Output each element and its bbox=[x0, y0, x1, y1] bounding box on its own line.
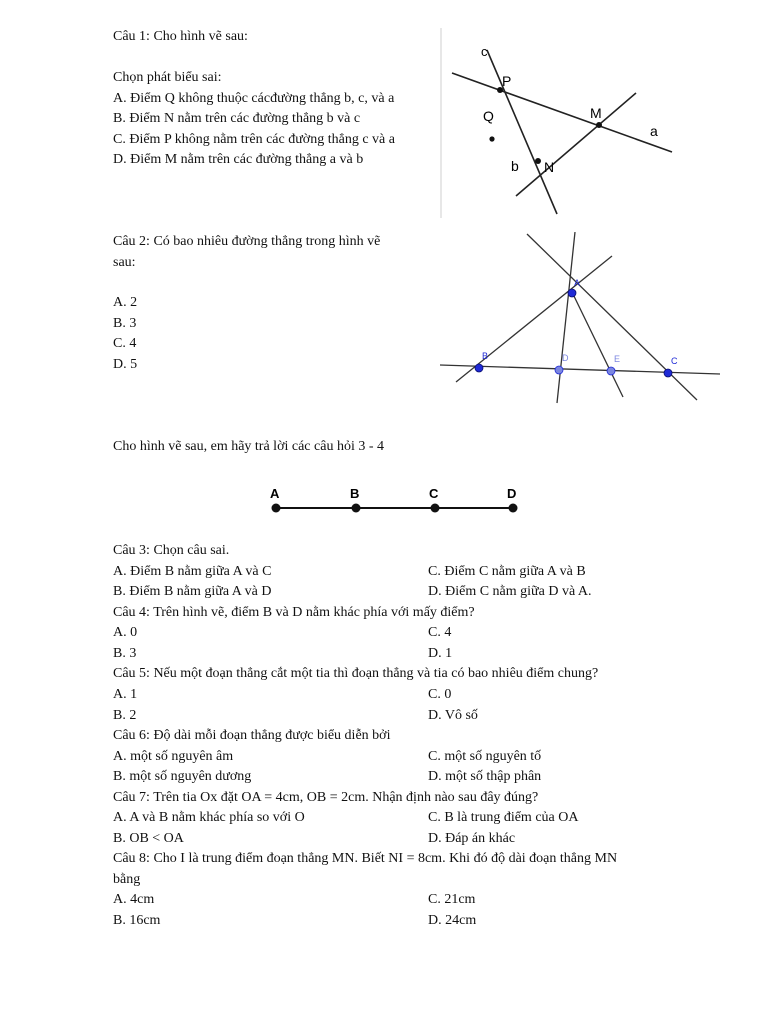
seg-point-b bbox=[352, 504, 361, 513]
q7-option-c: C. B là trung điểm của OA bbox=[428, 810, 579, 825]
line-ae bbox=[572, 292, 623, 397]
q8-title-line1: Câu 8: Cho I là trung điểm đoạn thẳng MN. Biết NI = 8cm. Khi đó độ dài đoạn thẳng MN bbox=[113, 851, 618, 866]
label-c: c bbox=[481, 44, 488, 59]
q7-option-b: B. OB < OA bbox=[113, 831, 184, 846]
seg-label-b: B bbox=[350, 486, 360, 501]
point-n bbox=[535, 158, 541, 164]
q2-figure bbox=[440, 232, 720, 412]
q1-option-c: C. Điểm P không nằm trên các đường thẳng c và a bbox=[113, 132, 395, 147]
seg-point-a bbox=[272, 504, 281, 513]
seg-label-a: A bbox=[270, 486, 280, 501]
q7-option-a: A. A và B nằm khác phía so với O bbox=[113, 810, 305, 825]
q3-option-c: C. Điểm C nằm giữa A và B bbox=[428, 564, 586, 579]
q3-option-a: A. Điểm B nằm giữa A và C bbox=[113, 564, 272, 579]
q4-option-a: A. 0 bbox=[113, 625, 138, 640]
q5-option-a: A. 1 bbox=[113, 687, 138, 702]
q4-option-d: D. 1 bbox=[428, 646, 453, 661]
q4-option-c: C. 4 bbox=[428, 625, 452, 640]
point-b bbox=[475, 364, 483, 372]
line-ad bbox=[557, 232, 575, 403]
intro-3-4: Cho hình vẽ sau, em hãy trả lời các câu hỏi 3 - 4 bbox=[113, 439, 384, 454]
q4-option-b: B. 3 bbox=[113, 646, 137, 661]
seg-label-d: D bbox=[507, 486, 517, 501]
line-c bbox=[487, 50, 557, 214]
q7-option-d: D. Đáp án khác bbox=[428, 831, 516, 846]
label-a: a bbox=[650, 123, 658, 139]
point-e bbox=[607, 367, 615, 375]
q1-prompt: Chọn phát biểu sai: bbox=[113, 70, 222, 85]
q5-option-c: C. 0 bbox=[428, 687, 452, 702]
label-e: E bbox=[614, 354, 621, 364]
point-a bbox=[568, 289, 576, 297]
q5-title: Câu 5: Nếu một đoạn thẳng cắt một tia thì đoạn thẳng và tia có bao nhiêu điểm chung? bbox=[113, 666, 599, 681]
q6-option-d: D. một số thập phân bbox=[428, 769, 542, 784]
label-b: b bbox=[511, 158, 519, 174]
q6-option-a: A. một số nguyên âm bbox=[113, 749, 234, 764]
label-m: M bbox=[590, 105, 602, 121]
q1-option-a: A. Điểm Q không thuộc cácđường thẳng b, c, và a bbox=[113, 91, 395, 106]
q3-title: Câu 3: Chọn câu sai. bbox=[113, 543, 230, 558]
label-p: P bbox=[502, 73, 512, 89]
label-b: B bbox=[482, 351, 489, 361]
q2-title-line2: sau: bbox=[113, 255, 136, 270]
point-m bbox=[596, 122, 602, 128]
q6-title: Câu 6: Độ dài mỗi đoạn thẳng được biểu diễn bởi bbox=[113, 728, 391, 743]
q2-title-line1: Câu 2: Có bao nhiêu đường thẳng trong hình vẽ bbox=[113, 234, 381, 249]
seg-point-c bbox=[431, 504, 440, 513]
q2-option-d: D. 5 bbox=[113, 357, 138, 372]
segment-figure bbox=[258, 478, 538, 538]
q8-option-a: A. 4cm bbox=[113, 892, 155, 907]
q2-option-a: A. 2 bbox=[113, 295, 138, 310]
q8-option-b: B. 16cm bbox=[113, 913, 161, 928]
point-q bbox=[489, 136, 494, 141]
line-b bbox=[516, 93, 636, 196]
label-q: Q bbox=[483, 108, 494, 124]
q1-title: Câu 1: Cho hình vẽ sau: bbox=[113, 29, 248, 44]
q1-option-b: B. Điểm N nằm trên các đường thẳng b và c bbox=[113, 111, 361, 126]
q2-option-b: B. 3 bbox=[113, 316, 137, 331]
q7-title: Câu 7: Trên tia Ox đặt OA = 4cm, OB = 2cm. Nhận định nào sau đây đúng? bbox=[113, 790, 539, 805]
q5-option-d: D. Vô số bbox=[428, 708, 478, 723]
q3-option-b: B. Điểm B nằm giữa A và D bbox=[113, 584, 272, 599]
q1-option-d: D. Điểm M nằm trên các đường thẳng a và b bbox=[113, 152, 364, 167]
q8-option-c: C. 21cm bbox=[428, 892, 476, 907]
q8-title-line2: bằng bbox=[113, 872, 141, 887]
label-c: C bbox=[671, 356, 678, 366]
seg-label-c: C bbox=[429, 486, 439, 501]
q2-option-c: C. 4 bbox=[113, 336, 137, 351]
q8-option-d: D. 24cm bbox=[428, 913, 477, 928]
point-d bbox=[555, 366, 563, 374]
q6-option-b: B. một số nguyên dương bbox=[113, 769, 252, 784]
q5-option-b: B. 2 bbox=[113, 708, 137, 723]
q4-title: Câu 4: Trên hình vẽ, điểm B và D nằm khác phía với mấy điểm? bbox=[113, 605, 475, 620]
point-c bbox=[664, 369, 672, 377]
q6-option-c: C. một số nguyên tố bbox=[428, 749, 542, 764]
seg-point-d bbox=[509, 504, 518, 513]
q3-option-d: D. Điểm C nằm giữa D và A. bbox=[428, 584, 592, 599]
label-d: D bbox=[562, 353, 569, 363]
label-a: A bbox=[574, 278, 581, 288]
label-n: N bbox=[544, 159, 555, 175]
line-ab bbox=[456, 256, 612, 382]
q1-figure bbox=[440, 28, 686, 218]
